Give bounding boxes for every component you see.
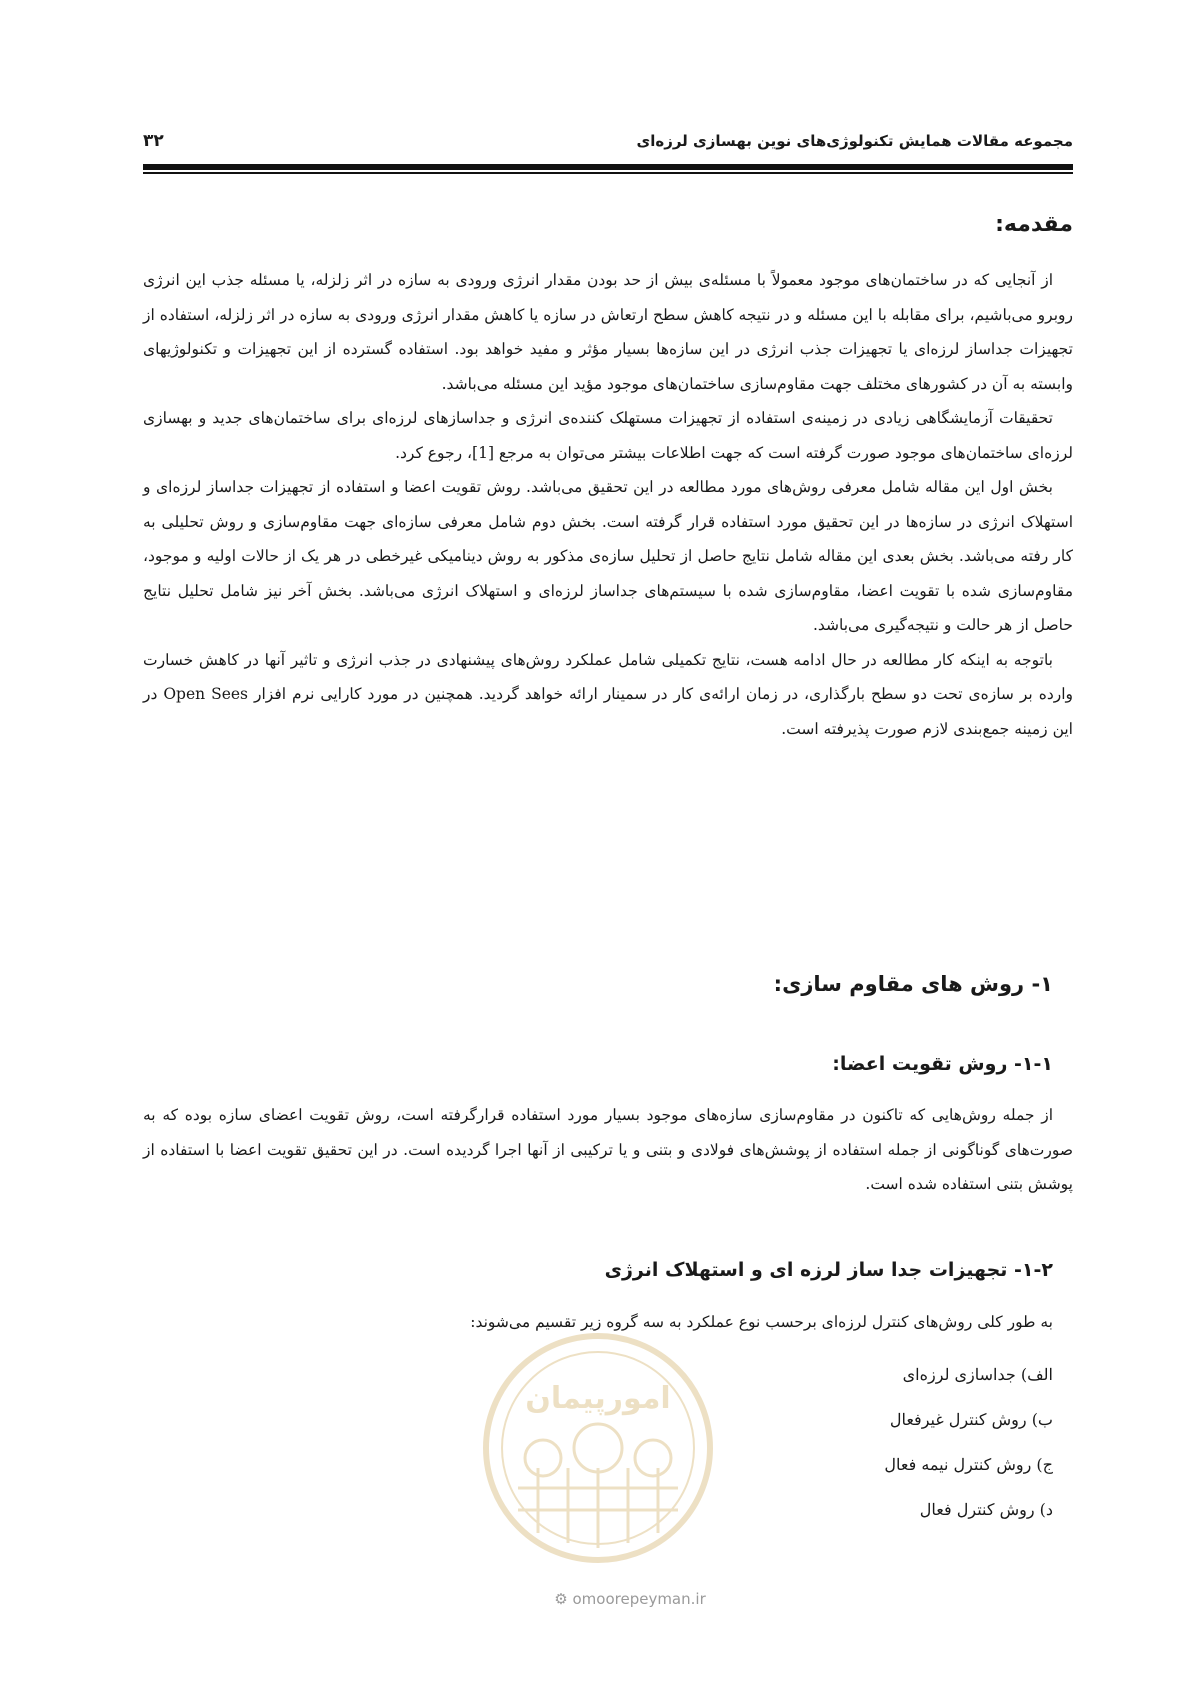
intro-paragraph-3: بخش اول این مقاله شامل معرفی روش‌های مورد مطالعه در این تحقیق می‌باشد. روش تقویت اعضا و استفاده از تجهیزات جداساز لرزه‌ای و استهلاک انرژی در سازه‌ها در این تحقیق مورد استفاده قرار گرفته است. بخش دوم شامل معرفی سازه‌ای جهت مقاوم‌سازی و روش تحلیلی به کار رفته می‌باشد. بخش بعدی این مقاله شامل نتایج حاصل از تحلیل سازه‌ی مذکور به روش دینامیکی غیرخطی در هر یک از حالات اولیه و موجود، مقاوم‌سازی شده با تقویت اعضا، مقاوم‌سازی شده با سیستم‌های جداساز لرزه‌ای و استهلاک انرژی می‌باشد. بخش آخر نیز شامل تحلیل نتایج حاصل از هر حالت و نتیجه‌گیری می‌باشد. [143,478,1073,634]
section-1-heading: ۱- روش های مقاوم سازی: [773,972,1053,996]
list-item: ج) روش کنترل نیمه فعال [884,1455,1053,1474]
section-1-2-list-intro: به طور کلی روش‌های کنترل لرزه‌ای برحسب نوع عملکرد به سه گروه زیر تقسیم می‌شوند: [470,1313,1053,1331]
intro-paragraph-2: تحقیقات آزمایشگاهی زیادی در زمینه‌ی استفاده از تجهیزات مستهلک کننده‌ی انرژی و جداسازهای لرزه‌ای برای ساختمان‌های جدید و بهسازی لرزه‌ای ساختمان‌های موجود صورت گرفته است که جهت اطلاعات بیشتر می‌توان به مرجع [1]، رجوع کرد. [143,409,1073,462]
list-item: د) روش کنترل فعال [919,1500,1053,1519]
list-item: الف) جداسازی لرزه‌ای [902,1365,1053,1384]
section-1-1-heading: ۱-۱- روش تقویت اعضا: [832,1053,1053,1075]
intro-paragraph-4: باتوجه به اینکه کار مطالعه در حال ادامه هست، نتایج تکمیلی شامل عملکرد روش‌های پیشنهادی در جذب انرژی و تاثیر آنها در کاهش خسارت وارده بر سازه‌ی تحت دو سطح بارگذاری، در زمان ارائه‌ی کار در سمینار ارائه خواهد گردید. همچنین در مورد کارایی نرم افزار Open Sees در این زمینه جمع‌بندی لازم صورت پذیرفته است. [143,650,1073,738]
intro-paragraph-1: از آنجایی که در ساختمان‌های موجود معمولاً با مسئله‌ی بیش از حد بودن مقدار انرژی ورودی به سازه در اثر زلزله، یا مسئله جذب این انرژی روبرو می‌باشیم، برای مقابله با این مسئله و در نتیجه کاهش سطح ارتعاش در سازه یا کاهش مقدار انرژی ورودی به سازه در اثر زلزله، استفاده از تجهیزات جداساز لرزه‌ای یا تجهیزات جذب انرژی در این سازه‌ها بسیار مؤثر و مفید خواهد بود. استفاده گسترده از این تجهیزات و تکنولوژیهای وابسته به آن در کشورهای مختلف جهت مقاوم‌سازی ساختمان‌های موجود مؤید این مسئله می‌باشد. [143,271,1073,393]
page-number: ۳۲ [143,131,164,151]
header-rule [143,164,1073,170]
list-item: ب) روش کنترل غیرفعال [889,1410,1053,1429]
header-title: مجموعه مقالات همایش تکنولوژی‌های نوین بهسازی لرزه‌ای [636,132,1073,150]
watermark-logo-text: امورپیمان [525,1381,671,1416]
running-header [143,128,1073,154]
section-1-1-body [143,1098,1073,1202]
intro-heading: مقدمه: [995,212,1073,237]
intro-body [143,263,1073,746]
header-rule-thin [143,172,1073,174]
watermark-logo [478,1328,718,1568]
section-1-2-heading: ۱-۲- تجهیزات جدا ساز لرزه ای و استهلاک انرژی [604,1259,1053,1281]
section-1-1-paragraph: از جمله روش‌هایی که تاکنون در مقاوم‌سازی سازه‌های موجود بسیار مورد استفاده قرارگرفته است، روش تقویت اعضای سازه بوده که به صورت‌های گوناگونی از جمله استفاده از پوشش‌های فولادی و بتنی و یا ترکیبی از آنها اجرا گردیده است. در این تحقیق تقویت اعضا با استفاده از پوشش بتنی استفاده شده است. [143,1106,1073,1193]
watermark-url: ⚙ omoorepeyman.ir [554,1590,706,1608]
control-methods-list [884,1352,1053,1532]
